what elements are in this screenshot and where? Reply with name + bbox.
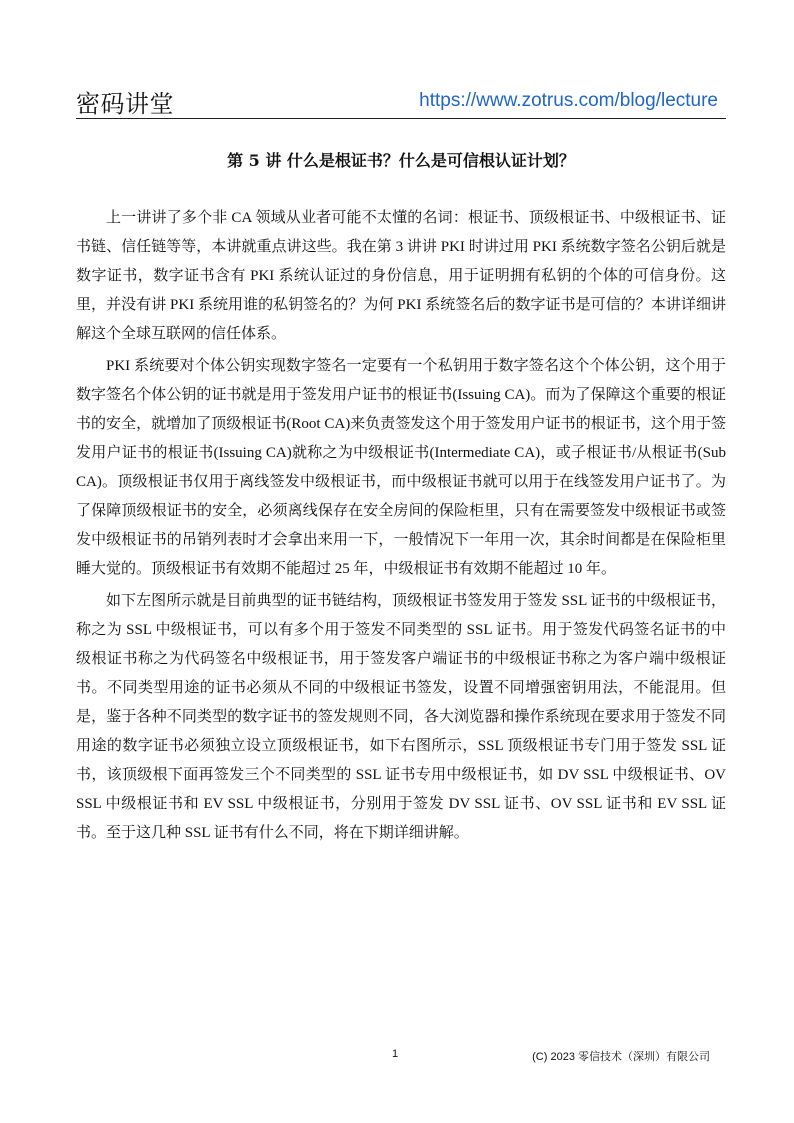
header-divider (76, 118, 726, 119)
copyright-text: (C) 2023 零信技术（深圳）有限公司 (532, 1051, 710, 1063)
page-number: 1 (392, 1048, 399, 1060)
article-body (76, 204, 726, 851)
paragraph: PKI 系统要对个体公钥实现数字签名一定要有一个私钥用于数字签名这个个体公钥，这个用于数字签名个体公钥的证书就是用于签发用户证书的根证书(Issuing CA)。而为了保障这个重要的根证书的安全，就增加了顶级根证书(Root CA)来负责签发这个用于签发用户证书的根证书，这个用于签发用户证书的根证书(Issuing CA)就称之为中级根证书(Intermediate CA)，或子根证书/从根证书(Sub CA)。顶级根证书仅用于离线签发中级根证书，而中级根证书就可以用于在线签发用户证书了。为了保障顶级根证书的安全，必须离线保存在安全房间的保险柜里，只有在需要签发中级根证书或签发中级根证书的吊销列表时才会拿出来用一下，一般情况下一年用一次，其余时间都是在保险柜里睡大觉的。顶级根证书有效期不能超过 25 年，中级根证书有效期不能超过 10 年。 (76, 358, 726, 577)
page-header (76, 80, 726, 118)
lecture-title: 第 5 讲 什么是根证书？什么是可信根认证计划？ (227, 151, 575, 170)
lecture-url-link[interactable]: https://www.zotrus.com/blog/lecture (419, 90, 718, 111)
paragraph: 上一讲讲了多个非 CA 领域从业者可能不太懂的名词：根证书、顶级根证书、中级根证书、证书链、信任链等等，本讲就重点讲这些。我在第 3 讲讲 PKI 时讲过用 PKI 系统数字签名公钥后就是数字证书，数字证书含有 PKI 系统认证过的身份信息，用于证明拥有私钥的个体的可信身份。这里，并没有讲 PKI 系统用谁的私钥签名的？为何 PKI 系统签名后的数字证书是可信的？本讲详细讲解这个全球互联网的信任体系。 (76, 210, 726, 342)
paragraph: 如下左图所示就是目前典型的证书链结构，顶级根证书签发用于签发 SSL 证书的中级根证书，称之为 SSL 中级根证书，可以有多个用于签发不同类型的 SSL 证书。用于签发代码签名证书的中级根证书称之为代码签名中级根证书，用于签发客户端证书的中级根证书称之为客户端中级根证书。不同类型用途的证书必须从不同的中级根证书签发，设置不同增强密钥用法，不能混用。但是，鉴于各种不同类型的数字证书的签发规则不同，各大浏览器和操作系统现在要求用于签发不同用途的数字证书必须独立设立顶级根证书，如下右图所示，SSL 顶级根证书专门用于签发 SSL 证书，该顶级根下面再签发三个不同类型的 SSL 证书专用中级根证书，如 DV SSL 中级根证书、OV SSL 中级根证书和 EV SSL 中级根证书，分别用于签发 DV SSL 证书、OV SSL 证书和 EV SSL 证书。至于这几种 SSL 证书有什么不同，将在下期详细讲解。 (76, 593, 726, 841)
page-footer (76, 1048, 726, 1068)
brand-title: 密码讲堂 (76, 90, 174, 118)
